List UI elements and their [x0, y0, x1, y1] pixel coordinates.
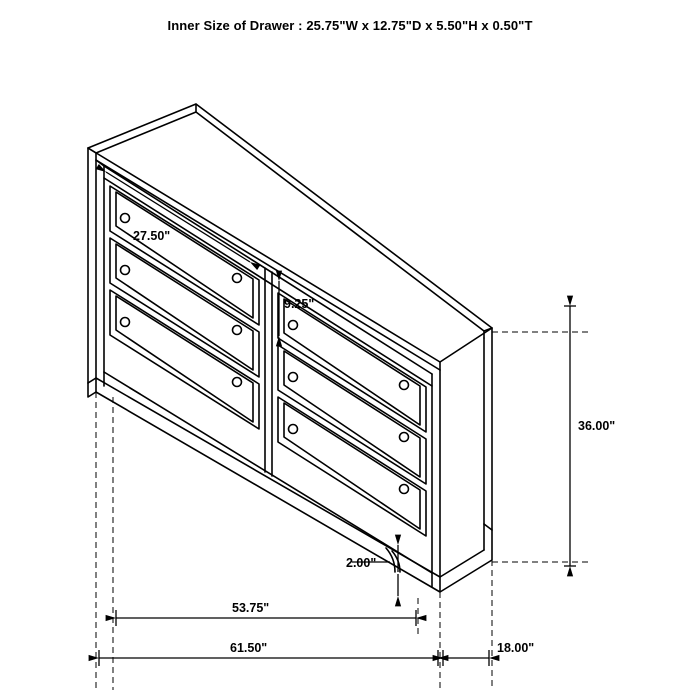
dresser-detail-lines — [130, 388, 140, 394]
dresser-left-side — [88, 148, 96, 383]
page-title: Inner Size of Drawer : 25.75"W x 12.75"D x 5.50"H x 0.50"T — [167, 18, 533, 33]
dim-label-drawer-height: 9.25" — [284, 297, 315, 311]
dim-label-total-width: 61.50" — [230, 641, 268, 655]
dim-depth — [443, 650, 489, 666]
dim-label-depth: 18.00" — [497, 641, 535, 655]
dresser-front-face — [96, 160, 440, 577]
dim-base-height — [352, 545, 398, 596]
dim-total-width — [99, 650, 438, 666]
dim-label-front-width: 53.75" — [232, 601, 270, 615]
dim-label-drawer-width: 27.50" — [133, 229, 171, 243]
dresser-center-divider — [265, 268, 272, 476]
dim-overall-height — [564, 306, 576, 566]
dim-label-overall-height: 36.00" — [578, 419, 616, 433]
dim-label-base-height: 2.00" — [346, 556, 377, 570]
